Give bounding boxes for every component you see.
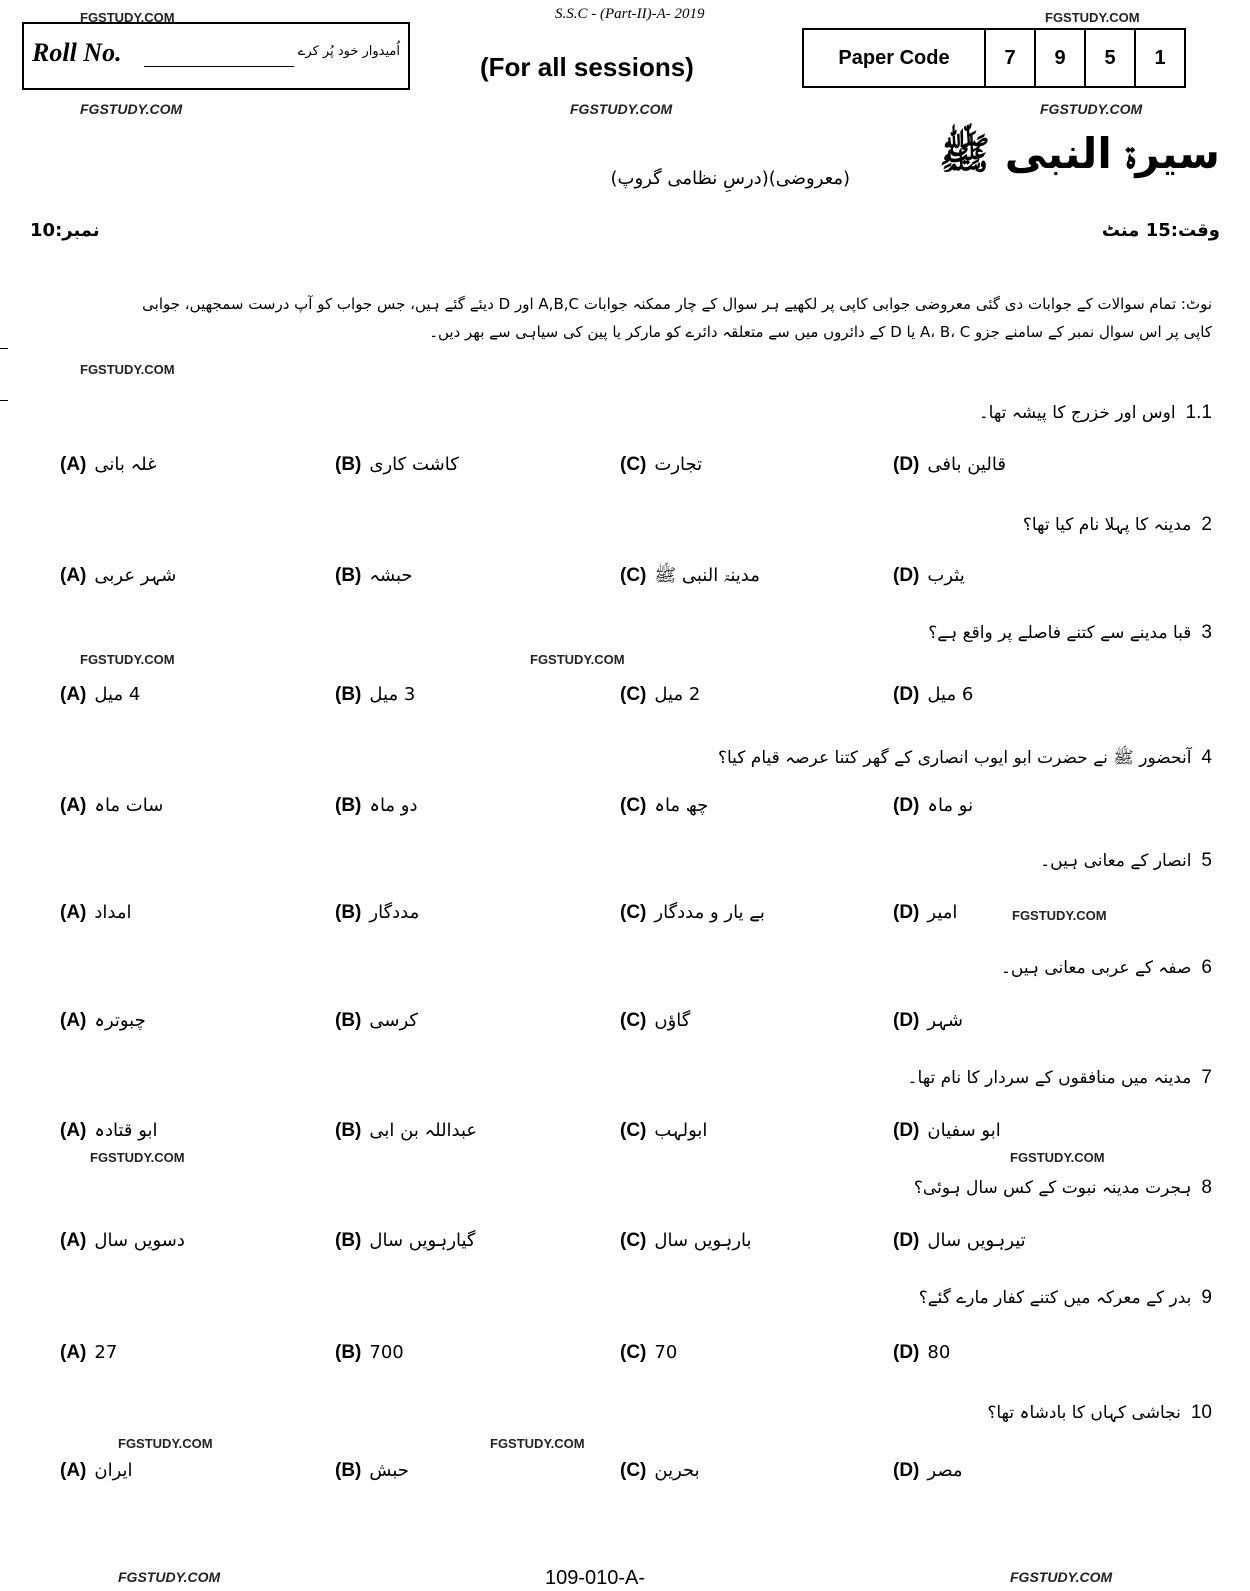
option-text: 3 میل [369,684,416,705]
option-label: (D) [893,684,920,705]
option-d [893,900,957,926]
option-label: (C) [620,1460,647,1481]
option-text: 80 [927,1342,951,1363]
watermark: FGSTUDY.COM [80,652,175,667]
option-text: نو ماہ [927,795,974,816]
watermark: FGSTUDY.COM [570,101,673,117]
option-label: (A) [60,1230,87,1251]
footer-code: 109-010-A- [545,1567,646,1589]
question-text: انصار کے معانی ہیں۔ [1040,851,1192,871]
question-2 [1023,512,1212,538]
question-number: 10 [1190,1402,1212,1423]
option-b [335,682,415,708]
option-d [893,1340,950,1366]
question-text: مدینہ میں منافقوں کے سردار کا نام تھا۔ [907,1068,1192,1088]
watermark: FGSTUDY.COM [118,1436,213,1451]
watermark: FGSTUDY.COM [1040,101,1143,117]
watermark: FGSTUDY.COM [80,10,175,25]
option-label: (A) [60,902,87,923]
watermark: FGSTUDY.COM [1012,908,1107,923]
option-a [60,1340,117,1366]
time-allowed: وقت:15 منٹ [1101,220,1220,241]
subject-title: سیرۃ النبی ﷺ [939,129,1220,178]
question-6 [1001,955,1212,981]
question-5 [1040,848,1212,874]
option-text: ایران [94,1460,133,1481]
option-c [620,1008,690,1034]
option-label: (B) [335,684,362,705]
subject-subtitle: (معروضی)(درسِ نظامی گروپ) [610,168,850,189]
question-number: 3 [1201,622,1212,643]
option-c [620,1340,677,1366]
watermark: FGSTUDY.COM [1045,10,1140,25]
option-label: (B) [335,795,362,816]
option-label: (C) [620,1010,647,1031]
option-label: (D) [893,565,920,586]
option-text: عبداللہ بن ابی [369,1120,478,1141]
option-text: ابو سفیان [927,1120,1001,1141]
question-9 [919,1285,1212,1311]
option-label: (A) [60,1460,87,1481]
option-text: حبش [369,1460,409,1481]
question-4 [718,745,1212,771]
option-text: یثرب [927,565,965,586]
option-a [60,900,132,926]
question-number: 9 [1201,1287,1212,1308]
option-text: مددگار [369,902,420,923]
option-label: (A) [60,1342,87,1363]
option-text: امیر [927,902,958,923]
option-d [893,452,1006,478]
option-text: گاؤں [654,1010,691,1031]
option-text: دسویں سال [94,1230,185,1251]
exam-title: S.S.C - (Part-II)-A- 2019 [555,6,705,22]
option-label: (D) [893,795,920,816]
question-3 [928,620,1212,646]
option-d [893,1008,963,1034]
option-b [335,1458,409,1484]
option-a [60,1118,158,1144]
option-text: مصر [927,1460,963,1481]
option-label: (C) [620,795,647,816]
option-text: ابو قتادہ [94,1120,158,1141]
watermark: FGSTUDY.COM [1010,1569,1113,1585]
roll-number-box [22,22,410,90]
option-c [620,563,760,589]
option-d [893,563,965,589]
option-d [893,1228,1026,1254]
option-label: (D) [893,1342,920,1363]
option-label: (B) [335,1460,362,1481]
sessions-label: (For all sessions) [480,52,694,82]
option-label: (C) [620,1342,647,1363]
option-text: کاشت کاری [369,454,459,475]
option-a [60,452,157,478]
option-text: قالین بافی [927,454,1006,475]
option-b [335,1118,477,1144]
option-a [60,793,163,819]
option-label: (B) [335,1120,362,1141]
total-marks: نمبر:10 [30,220,100,241]
option-label: (B) [335,1010,362,1031]
option-label: (A) [60,1010,87,1031]
option-label: (A) [60,684,87,705]
option-text: 700 [369,1342,404,1363]
option-text: مدینۃ النبی ﷺ [654,565,760,586]
option-text: 6 میل [927,684,974,705]
option-label: (B) [335,565,362,586]
option-b [335,563,413,589]
paper-code-label: Paper Code [838,46,950,69]
question-number: 1.1 [1185,402,1212,423]
option-label: (C) [620,1120,647,1141]
option-c [620,682,700,708]
option-label: (B) [335,454,362,475]
option-label: (A) [60,454,87,475]
watermark: FGSTUDY.COM [1010,1150,1105,1165]
question-8 [914,1175,1212,1201]
option-text: 27 [94,1342,118,1363]
roll-urdu-note: اُمیدوار خود پُر کرے [297,44,400,59]
option-label: (C) [620,902,647,923]
option-d [893,793,973,819]
option-text: شہر [927,1010,963,1031]
option-b [335,452,459,478]
roll-label: Roll No. [32,38,122,67]
option-d [893,682,973,708]
option-label: (C) [620,565,647,586]
option-a [60,1228,185,1254]
paper-code-digit: 1 [1134,30,1184,86]
question-number: 4 [1201,747,1212,768]
question-10 [987,1400,1212,1426]
option-label: (D) [893,1120,920,1141]
question-number: 2 [1201,514,1212,535]
watermark: FGSTUDY.COM [90,1150,185,1165]
option-text: بحرین [654,1460,700,1481]
option-a [60,563,176,589]
option-text: سات ماہ [94,795,164,816]
roll-number-field [144,66,294,67]
option-text: بارہویں سال [654,1230,752,1251]
question-text: اوس اور خزرج کا پیشہ تھا۔ [978,403,1176,423]
question-number: 7 [1201,1067,1212,1088]
watermark: FGSTUDY.COM [490,1436,585,1451]
question-text: ہجرت مدینہ نبوت کے کس سال ہوئی؟ [913,1178,1192,1198]
question-1 [979,400,1212,426]
option-label: (B) [335,1230,362,1251]
option-text: حبشہ [369,565,413,586]
question-text: آنحضور ﷺ نے حضرت ابو ایوب انصاری کے گھر کتنا عرصہ قیام کیا؟ [717,748,1192,768]
question-text: بدر کے معرکہ میں کتنے کفار مارے گئے؟ [918,1288,1192,1308]
option-c [620,1458,700,1484]
question-text: قبا مدینے سے کتنے فاصلے پر واقع ہے؟ [928,623,1192,643]
watermark: FGSTUDY.COM [80,362,175,377]
option-label: (A) [60,565,87,586]
option-text: تیرہویں سال [927,1230,1026,1251]
option-text: گیارہویں سال [369,1230,476,1251]
option-text: امداد [94,902,132,923]
option-c [620,452,702,478]
option-label: (A) [60,1120,87,1141]
option-text: دو ماہ [369,795,418,816]
option-d [893,1118,1001,1144]
option-a [60,682,140,708]
option-label: (B) [335,902,362,923]
paper-code-digit: 9 [1034,30,1084,86]
option-text: چبوترہ [94,1010,146,1031]
watermark: FGSTUDY.COM [530,652,625,667]
option-label: (D) [893,902,920,923]
option-b [335,793,418,819]
question-number: 8 [1201,1177,1212,1198]
option-label: (D) [893,1230,920,1251]
option-c [620,1228,752,1254]
option-c [620,900,765,926]
option-text: ابولہب [654,1120,708,1141]
watermark: FGSTUDY.COM [118,1569,221,1585]
paper-code-digit: 7 [984,30,1034,86]
question-7 [908,1065,1212,1091]
watermark: FGSTUDY.COM [80,101,183,117]
option-d [893,1458,963,1484]
option-a [60,1458,133,1484]
option-b [335,1340,404,1366]
question-text: مدینہ کا پہلا نام کیا تھا؟ [1022,515,1192,535]
option-label: (D) [893,1460,920,1481]
option-text: 70 [654,1342,678,1363]
option-text: چھ ماہ [654,795,709,816]
option-text: غلہ بانی [94,454,157,475]
option-text: 4 میل [94,684,141,705]
option-c [620,1118,707,1144]
option-a [60,1008,146,1034]
question-text: صفہ کے عربی معانی ہیں۔ [1000,958,1192,978]
option-b [335,1008,418,1034]
option-text: 2 میل [654,684,701,705]
option-label: (B) [335,1342,362,1363]
option-label: (C) [620,454,647,475]
option-label: (D) [893,1010,920,1031]
paper-code-box [802,28,1186,88]
option-text: کرسی [369,1010,418,1031]
option-label: (C) [620,684,647,705]
option-b [335,1228,476,1254]
option-text: تجارت [654,454,703,475]
option-text: شہر عربی [94,565,177,586]
paper-code-digit: 5 [1084,30,1134,86]
option-c [620,793,708,819]
instructions-note: نوٹ: تمام سوالات کے جوابات دی گئی معروضی جوابی کاپی پر لکھیے ہر سوال کے چار ممکنہ جوابات A,B,C اور D دیئے گئے ہیں، جس جواب کو آپ درست سمجھیں، جوابی کاپی پر اس سوال نمبر کے سامنے جزو A، B، C یا D کے دائروں میں سے متعلقہ دائرے کو مارکر یا پین کی سیاہی سے بھر دیں۔ [142,295,1212,341]
option-label: (D) [893,454,920,475]
option-b [335,900,419,926]
option-label: (A) [60,795,87,816]
option-label: (C) [620,1230,647,1251]
option-text: بے یار و مددگار [654,902,765,923]
question-number: 6 [1201,957,1212,978]
question-number: 5 [1201,850,1212,871]
question-text: نجاشی کہاں کا بادشاہ تھا؟ [987,1403,1181,1423]
